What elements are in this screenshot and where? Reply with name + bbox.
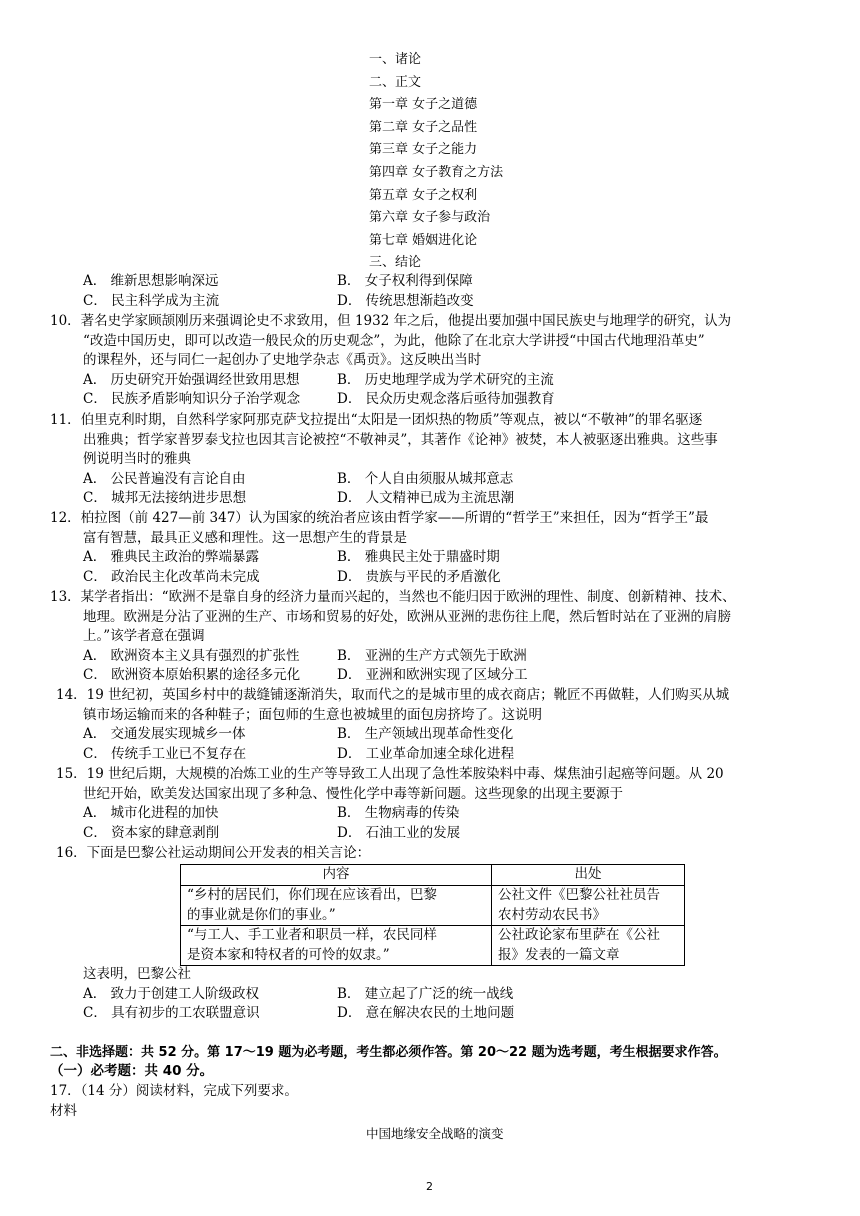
- toc-item: 第四章 女子教育之方法: [369, 164, 504, 180]
- question-stem-line: 的课程外，还与同仁一起创办了史地学杂志《禹贡》。这反映出当时: [83, 352, 482, 369]
- question-15: [56, 765, 826, 843]
- table-cell: [181, 926, 492, 966]
- question-stem-line: 地理。欧洲是分沾了亚洲的生产、市场和贸易的好处，欧洲从亚洲的悲伤往上爬，然后暂时站在了亚洲的肩膀: [83, 608, 731, 625]
- option-a: A． 致力于创建工人阶级政权: [83, 985, 260, 1002]
- option-d: D． 传统思想渐趋改变: [337, 292, 474, 309]
- option-b: B． 雅典民主处于鼎盛时期: [337, 549, 500, 566]
- option-d: D． 人文精神已成为主流思潮: [337, 490, 515, 507]
- option-c: C． 欧洲资本原始积累的途径多元化: [83, 667, 301, 684]
- question-9-options: [50, 272, 820, 311]
- question-stem-line: 15．19 世纪后期，大规模的冶炼工业的生产等导致工人出现了急性苯胺染料中毒、煤焦油引起癌等问题。从 20: [56, 766, 724, 782]
- question-stem-line: 世纪开始，欧美发达国家出现了多种急、慢性化学中毒等新问题。这些现象的出现主要源于: [83, 785, 623, 802]
- table-row: [181, 926, 685, 966]
- section-subheading: （一）必考题：共 40 分。: [50, 1063, 214, 1079]
- table-header: 内容: [181, 865, 492, 886]
- question-12: [50, 509, 820, 587]
- quote-table: [180, 864, 685, 966]
- option-a: A． 欧洲资本主义具有强烈的扩张性: [83, 647, 300, 664]
- option-a: A． 雅典民主政治的弊端暴露: [83, 549, 260, 566]
- question-stem-line: 出雅典；哲学家普罗泰戈拉也因其言论被控“不敬神灵”，其著作《论神》被焚，本人被驱逐出雅典。这些事: [83, 431, 718, 448]
- cell-line: 报》发表的一篇文章: [498, 946, 620, 963]
- table-cell: [492, 886, 685, 926]
- question-stem-line: 12．柏拉图（前 427—前 347）认为国家的统治者应该由哲学家——所谓的“哲学王”来担任，因为“哲学王”最: [50, 510, 709, 526]
- toc-item: 二、正文: [369, 74, 422, 90]
- cell-line: 是资本家和特权者的可怜的奴隶。”: [187, 946, 390, 963]
- table-row: [181, 886, 685, 926]
- toc-item: 一、诸论: [369, 52, 422, 67]
- question-stem-line: “改造中国历史，即可以改造一般民众的历史观念”，为此，他除了在北京大学讲授“中国古代地理沿革史”: [83, 332, 705, 349]
- option-a: A． 交通发展实现城乡一体: [83, 726, 246, 743]
- option-c: C． 资本家的肆意剥削: [83, 824, 220, 841]
- option-d: D． 民众历史观念落后亟待加强教育: [337, 391, 555, 408]
- question-16-after: 这表明，巴黎公社: [83, 966, 191, 982]
- question-11: [50, 411, 820, 509]
- question-stem-line: 10．著名史学家顾颉刚历来强调论史不求致用，但 1932 年之后，他提出要加强中国民族史与地理学的研究，认为: [50, 313, 732, 329]
- toc-item: 第二章 女子之品性: [369, 119, 478, 135]
- option-c: C． 民主科学成为主流: [83, 292, 220, 309]
- table-header: 出处: [492, 865, 685, 886]
- question-stem-line: 富有智慧，最具正义感和理性。这一思想产生的背景是: [83, 529, 407, 546]
- question-stem-line: 11．伯里克利时期，自然科学家阿那克萨戈拉提出“太阳是一团炽热的物质”等观点，被以“不敬神”的罪名驱逐: [50, 412, 703, 428]
- toc-item: 第六章 女子参与政治: [369, 210, 491, 226]
- option-c: C． 政治民主化改革尚未完成: [83, 568, 260, 585]
- cell-line: 的事业就是你们的事业。”: [187, 906, 336, 923]
- question-stem-line: 14．19 世纪初，英国乡村中的裁缝铺逐渐消失，取而代之的是城市里的成衣商店；靴匠不再做鞋，人们购买从城: [56, 687, 730, 703]
- question-13: [50, 588, 820, 686]
- option-b: B． 历史地理学成为学术研究的主流: [337, 371, 554, 388]
- option-d: D． 贵族与平民的矛盾激化: [337, 568, 501, 585]
- material-caption: 中国地缘安全战略的演变: [366, 1126, 504, 1141]
- toc-item: 第七章 婚姻进化论: [369, 232, 478, 248]
- material-label: 材料: [50, 1103, 77, 1119]
- cell-line: “乡村的居民们，你们现在应该看出，巴黎: [187, 887, 437, 903]
- question-10: [50, 312, 820, 410]
- option-d: D． 石油工业的发展: [337, 824, 461, 841]
- cell-line: 公社文件《巴黎公社社员告: [498, 887, 660, 903]
- option-a: A． 公民普遍没有言论自由: [83, 470, 246, 487]
- option-c: C． 民族矛盾影响知识分子治学观念: [83, 391, 301, 408]
- question-stem-line: 13．某学者指出：“欧洲不是靠自身的经济力量而兴起的，当然也不能归因于欧洲的理性、制度、创新精神、技术、: [50, 589, 736, 605]
- option-b: B． 亚洲的生产方式领先于欧洲: [337, 647, 527, 664]
- toc-item: 第一章 女子之道德: [369, 97, 478, 113]
- question-16-stem: 16．下面是巴黎公社运动期间公开发表的相关言论：: [56, 845, 371, 861]
- option-b: B． 个人自由须服从城邦意志: [337, 470, 514, 487]
- option-a: A． 城市化进程的加快: [83, 805, 219, 822]
- toc-list: [369, 49, 503, 275]
- cell-line: “与工人、手工业者和职员一样，农民同样: [187, 927, 437, 944]
- question-stem-line: 上。”该学者意在强调: [83, 628, 205, 645]
- question-stem-line: 镇市场运输而来的各种鞋子；面包师的生意也被城里的面包房挤垮了。这说明: [83, 706, 542, 723]
- table-cell: [181, 886, 492, 926]
- section-heading: 二、非选择题：共 52 分。第 17～19 题为必考题，考生都必须作答。第 20～22 题为选考题，考生根据要求作答。: [50, 1045, 727, 1060]
- cell-line: 农村劳动农民书》: [498, 906, 606, 923]
- table-header-row: [181, 865, 685, 886]
- question-17-stem: 17．（14 分）阅读材料，完成下列要求。: [50, 1083, 298, 1099]
- toc-item: 第五章 女子之权利: [369, 187, 478, 203]
- question-14: [56, 686, 826, 764]
- option-b: B． 女子权利得到保障: [337, 273, 473, 289]
- toc-item: 第三章 女子之能力: [369, 142, 478, 158]
- option-d: D． 亚洲和欧洲实现了区域分工: [337, 667, 528, 684]
- cell-line: 公社政论家布里萨在《公社: [498, 927, 660, 944]
- page-number: 2: [426, 1180, 433, 1193]
- option-a: A． 历史研究开始强调经世致用思想: [83, 371, 300, 388]
- option-b: B． 生物病毒的传染: [337, 805, 460, 822]
- toc-item: 三、结论: [369, 255, 422, 271]
- option-c: C． 具有初步的工农联盟意识: [83, 1005, 260, 1022]
- option-d: D． 工业革命加速全球化进程: [337, 745, 515, 762]
- table-cell: [492, 926, 685, 966]
- option-c: C． 城邦无法接纳进步思想: [83, 490, 247, 507]
- option-c: C． 传统手工业已不复存在: [83, 745, 247, 762]
- option-d: D． 意在解决农民的土地问题: [337, 1005, 515, 1022]
- question-16-options: [50, 965, 820, 1024]
- option-b: B． 建立起了广泛的统一战线: [337, 985, 514, 1002]
- option-a: A． 维新思想影响深远: [83, 273, 219, 289]
- option-b: B． 生产领域出现革命性变化: [337, 726, 514, 743]
- question-stem-line: 例说明当时的雅典: [83, 451, 191, 468]
